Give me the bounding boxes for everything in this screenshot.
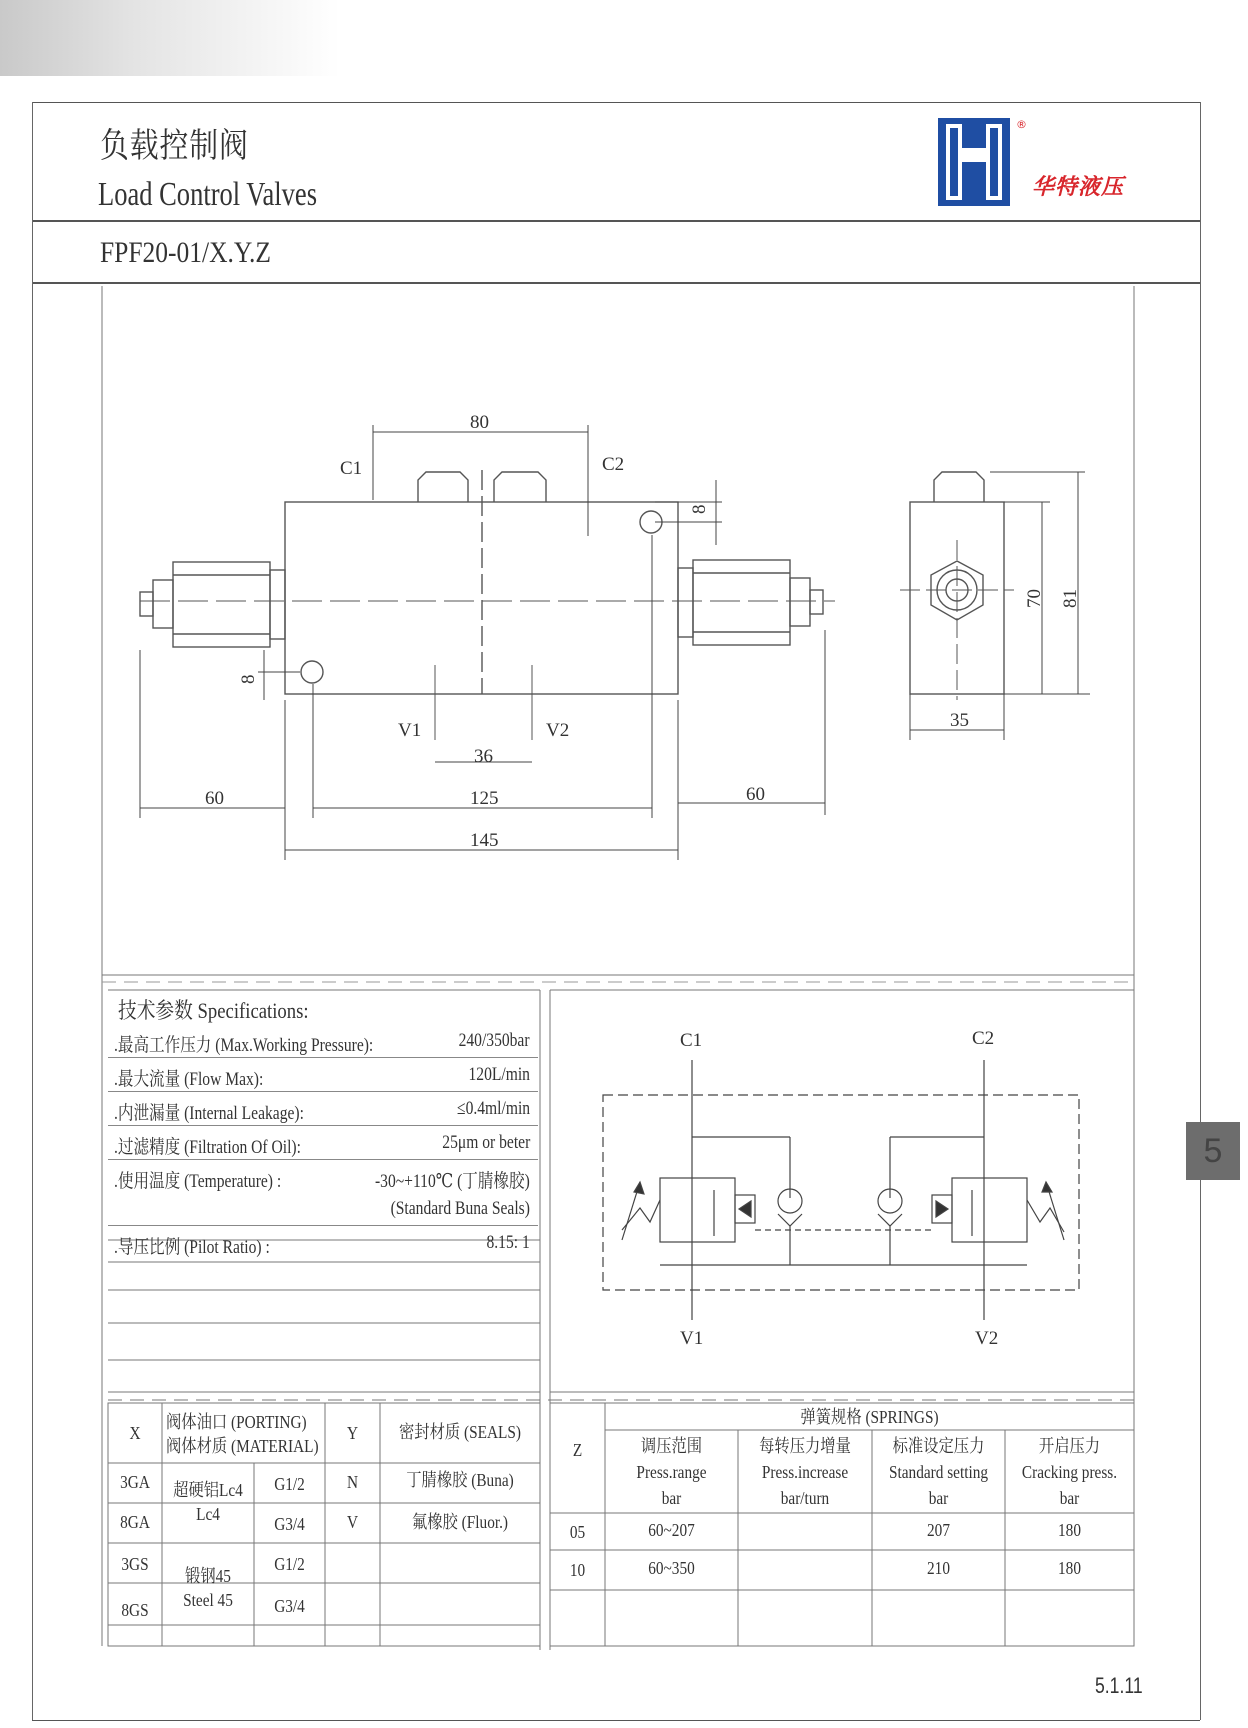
springs-range: 60~207 [648,1520,695,1540]
spec-row-temperature [108,1162,538,1194]
springs-setting: 210 [927,1558,950,1578]
springs-header-range-unit: bar [661,1488,682,1508]
spec-row-filtration [108,1128,538,1160]
title-cn: 负载控制阀 [100,128,249,165]
seal-code: V [346,1512,359,1532]
side-view [900,472,1014,700]
porting-header-material: 阀体材质 (MATERIAL) [166,1436,319,1456]
spec-row-leakage [108,1094,538,1126]
spec-value: 25μm or beter [442,1132,530,1153]
springs-cracking: 180 [1058,1520,1081,1540]
spec-label: .最高工作压力 (Max.Working Pressure): [114,1035,374,1056]
porting-size: G1/2 [274,1554,305,1574]
seal-material: 氟橡胶 (Fluor.) [411,1512,509,1532]
spec-label: .内泄漏量 (Internal Leakage): [114,1103,304,1124]
brand-name: 华特液压 [1032,175,1125,200]
circuit-v1: V1 [680,1328,704,1349]
spec-label: .过滤精度 (Filtration Of Oil): [114,1137,301,1158]
port-c1-label: C1 [340,458,363,479]
registered-mark: ® [1016,118,1027,131]
springs-header-cracking-cn: 开启压力 [1038,1436,1101,1456]
spec-value: -30~+110℃ (丁腈橡胶) [375,1171,530,1192]
springs-header-z: Z [572,1440,583,1460]
dim-81: 81 [1060,589,1081,608]
seal-code: N [346,1472,359,1492]
dim-60-right: 60 [746,784,765,805]
spec-value: ≤0.4ml/min [456,1098,530,1119]
dim-8-left: 8 [238,674,259,684]
dim-36: 36 [474,746,493,767]
dim-35: 35 [950,710,969,731]
springs-range: 60~350 [648,1558,695,1578]
springs-z: 05 [569,1522,586,1542]
spec-row-max-pressure [108,1026,538,1058]
porting-x: 3GS [121,1554,149,1574]
porting-header-porting: 阀体油口 (PORTING) [166,1412,307,1432]
port-v1-label: V1 [398,720,422,741]
springs-header-setting-unit: bar [928,1488,949,1508]
section-tab: 5 [1186,1122,1240,1180]
springs-z: 10 [569,1560,586,1580]
springs-header-setting-en: Standard setting [888,1462,988,1482]
springs-cracking: 180 [1058,1558,1081,1578]
dim-60-left: 60 [205,788,224,809]
model-code: FPF20-01/X.Y.Z [100,236,271,269]
spec-label: .最大流量 (Flow Max): [114,1069,264,1090]
material-2-en: Steel 45 [183,1590,233,1610]
porting-x: 8GA [120,1512,150,1532]
seal-material: 丁腈橡胶 (Buna) [406,1470,514,1490]
dim-80: 80 [470,412,489,433]
material-1-en: Lc4 [196,1504,220,1524]
porting-x: 8GS [121,1600,149,1620]
porting-header-x: X [129,1423,141,1443]
spec-row-flow [108,1060,538,1092]
page-number: 5.1.11 [1095,1673,1143,1698]
spec-row-pilot-ratio [108,1228,538,1260]
port-v2-label: V2 [546,720,570,741]
hydraulic-circuit [603,1060,1079,1320]
springs-header-cracking-en: Cracking press. [1021,1462,1118,1482]
dim-145: 145 [470,830,499,851]
spec-value: (Standard Buna Seals) [390,1198,530,1219]
springs-header-cracking-unit: bar [1059,1488,1080,1508]
dim-125: 125 [470,788,499,809]
material-2-cn: 锻钢45 [185,1566,231,1586]
port-c2-label: C2 [602,454,625,475]
springs-title: 弹簧规格 (SPRINGS) [800,1407,939,1427]
springs-header-increase-en: Press.increase [761,1462,849,1482]
springs-header-setting-cn: 标准设定压力 [892,1436,985,1456]
porting-header-seals: 密封材质 (SEALS) [399,1422,521,1442]
circuit-c2: C2 [972,1028,995,1049]
springs-header-range-en: Press.range [636,1462,707,1482]
circuit-c1: C1 [680,1030,703,1051]
porting-header-y: Y [346,1423,359,1443]
springs-header-increase-cn: 每转压力增量 [759,1436,851,1456]
spec-title: 技术参数 Specifications: [118,998,309,1023]
front-view [140,470,835,740]
material-1-cn: 超硬铝Lc4 [173,1480,243,1500]
porting-size: G3/4 [274,1514,305,1534]
dim-8-top: 8 [689,504,710,514]
spec-value: 8.15: 1 [486,1232,530,1253]
porting-size: G1/2 [274,1474,305,1494]
dim-70: 70 [1024,589,1045,608]
springs-header-increase-unit: bar/turn [780,1488,830,1508]
title-en: Load Control Valves [98,176,318,213]
spec-row-seals [108,1194,538,1226]
spec-value: 120L/min [468,1064,530,1085]
springs-header-range-cn: 调压范围 [640,1436,703,1456]
porting-size: G3/4 [274,1596,305,1616]
springs-setting: 207 [927,1520,950,1540]
spec-label: .使用温度 (Temperature) : [114,1171,282,1192]
circuit-v2: V2 [975,1328,999,1349]
porting-x: 3GA [120,1472,150,1492]
spec-value: 240/350bar [459,1030,530,1051]
spec-label: .导压比例 (Pilot Ratio) : [114,1237,270,1258]
